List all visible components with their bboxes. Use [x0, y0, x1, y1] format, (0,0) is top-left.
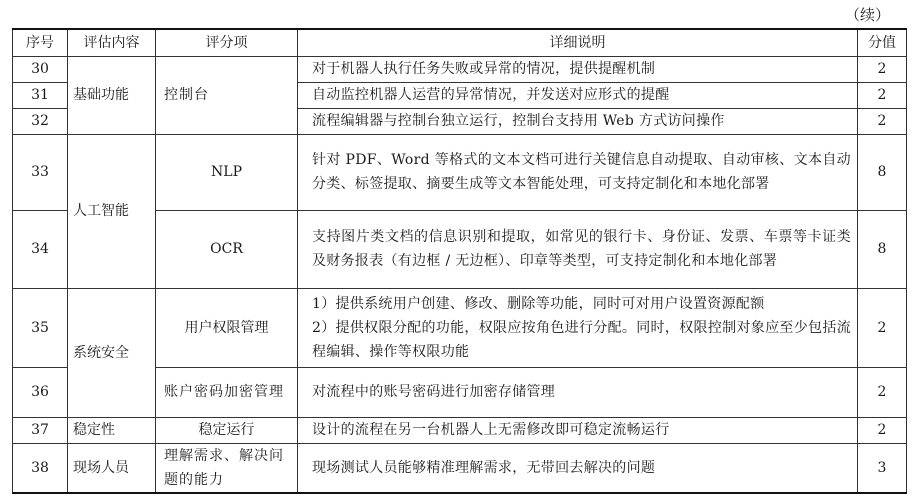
score-cell: 2 [858, 108, 907, 134]
row-no: 33 [13, 134, 68, 210]
row-no: 35 [13, 288, 68, 367]
category-cell: 稳定性 [68, 417, 156, 443]
header-category: 评估内容 [68, 29, 156, 56]
continued-label: （续） [844, 6, 890, 24]
item-cell: 账户密码加密管理 [156, 367, 298, 417]
category-cell: 基础功能 [68, 56, 156, 134]
description-cell: 对流程中的账号密码进行加密存储管理 [298, 367, 858, 417]
item-cell: NLP [156, 134, 298, 210]
table-header-row [13, 29, 907, 56]
item-cell: 控制台 [156, 56, 298, 134]
category-cell: 现场人员 [68, 443, 156, 493]
item-cell: 稳定运行 [156, 417, 298, 443]
item-cell: 理解需求、解决问题的能力 [156, 443, 298, 493]
row-no: 37 [13, 417, 68, 443]
table-row [13, 134, 907, 210]
score-cell: 2 [858, 82, 907, 108]
table-row [13, 288, 907, 367]
description-cell: 针对 PDF、Word 等格式的文本文档可进行关键信息自动提取、自动审核、文本自动分类、标签提取、摘要生成等文本智能处理，可支持定制化和本地化部署 [298, 134, 858, 210]
score-cell: 2 [858, 367, 907, 417]
header-no: 序号 [13, 29, 68, 56]
header-description: 详细说明 [298, 29, 858, 56]
score-cell: 3 [858, 443, 907, 493]
row-no: 32 [13, 108, 68, 134]
table-row [13, 56, 907, 82]
item-cell: OCR [156, 210, 298, 288]
description-line: 1）提供系统用户创建、修改、删除等功能，同时可对用户设置资源配额 [312, 295, 765, 312]
description-cell: 流程编辑器与控制台独立运行，控制台支持用 Web 方式访问操作 [298, 108, 858, 134]
evaluation-table [12, 28, 907, 494]
row-no: 30 [13, 56, 68, 82]
row-no: 36 [13, 367, 68, 417]
score-cell: 2 [858, 288, 907, 367]
score-cell: 2 [858, 56, 907, 82]
score-cell: 2 [858, 417, 907, 443]
row-no: 31 [13, 82, 68, 108]
row-no: 34 [13, 210, 68, 288]
description-cell: 对于机器人执行任务失败或异常的情况，提供提醒机制 [298, 56, 858, 82]
category-cell: 系统安全 [68, 288, 156, 417]
description-cell [298, 288, 858, 367]
category-cell: 人工智能 [68, 134, 156, 288]
score-cell: 8 [858, 210, 907, 288]
description-cell: 支持图片类文档的信息识别和提取，如常见的银行卡、身份证、发票、车票等卡证类及财务报表（有边框 / 无边框）、印章等类型，可支持定制化和本地化部署 [298, 210, 858, 288]
description-cell: 自动监控机器人运营的异常情况，并发送对应形式的提醒 [298, 82, 858, 108]
row-no: 38 [13, 443, 68, 493]
description-cell: 现场测试人员能够精准理解需求，无带回去解决的问题 [298, 443, 858, 493]
description-line: 2）提供权限分配的功能，权限应按角色进行分配。同时，权限控制对象应至少包括流程编辑、操作等权限功能 [312, 319, 851, 360]
table-row [13, 417, 907, 443]
table-row [13, 443, 907, 493]
description-cell: 设计的流程在另一台机器人上无需修改即可稳定流畅运行 [298, 417, 858, 443]
item-cell: 用户权限管理 [156, 288, 298, 367]
score-cell: 8 [858, 134, 907, 210]
header-item: 评分项 [156, 29, 298, 56]
header-score: 分值 [858, 29, 907, 56]
